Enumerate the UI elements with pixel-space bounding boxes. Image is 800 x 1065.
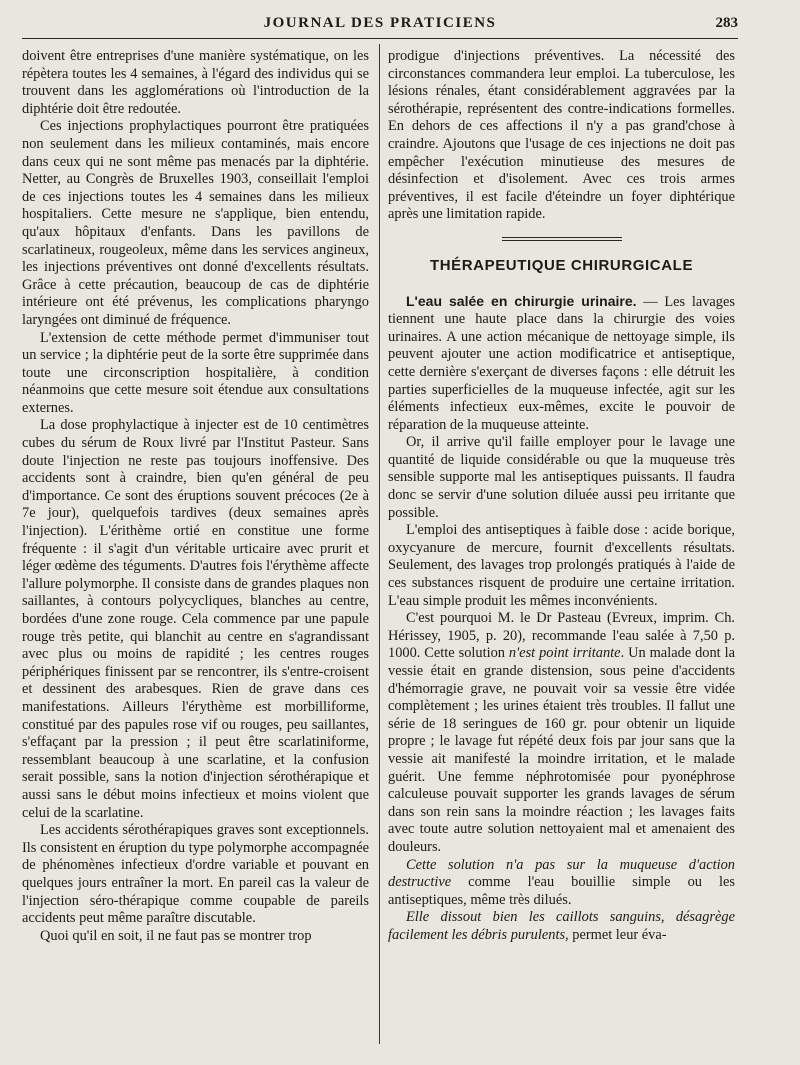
right-column: [388, 48, 735, 945]
article-runin-title: L'eau salée en chirurgie urinaire.: [406, 292, 637, 309]
paragraph: L'extension de cette méthode permet d'immuniser tout un service ; la diphtérie peut de la sorte être supprimée dans toute une circonscription hospitalière, à condition néanmoins que cette mesure soit étendue aux consultations externes.: [22, 329, 369, 416]
paragraph: Les accidents sérothérapiques graves sont exceptionnels. Ils consistent en éruption du type polymorphe accompagnée de phénomènes infectieux d'ordre variable et pouvant en quelques jours entraîner la mort. En pareil cas la valeur de l'injection séro-thérapique comme coupable de pareils accidents peut même paraître discutable.: [22, 822, 369, 927]
section-title: THÉRAPEUTIQUE CHIRURGICALE: [429, 256, 694, 274]
paragraph: La dose prophylactique à injecter est de 10 centimètres cubes du sérum de Roux livré par l'Institut Pasteur. Sans doute l'injection ne reste pas toujours inoffensive. Des accidents sont à craindre, bien qu'en général de peu d'importance. Ce sont des éruptions souvent précoces (2e à 7e jour), quelquefois tardives (deux semaines après l'injection). L'érithème ortié en constitue une forme fréquente : il s'agit d'un véritable urticaire avec prurit et léger œdème des téguments. D'autres fois l'érythème affecte l'allure polymorphe. Il consiste dans de grandes plaques non saillantes, à contours polycycliques, blanches au centre, bordées d'une zone rouge. Cela commence par une papule rouge très petite, qui blanchit au centre en s'agrandissant avec plus ou moins de rapidité ; les centres rouges périphériques finissent par se rencontrer, ils s'entre-croisent et dessinent des arabesques. Rien de grave dans ces manifestations. Ailleurs l'érythème est morbilliforme, constitué par des papules rose vif ou rouges, peu saillantes, s'effaçant par la pression ; il peut être scarlatiniforme, ressemblant beaucoup à une scarlatine, et la confusion serait possible, sans la notion d'injection sérothérapique et aussi sans le début moins infectieux et moins violent que celui de la scarlatine.: [22, 417, 369, 821]
paragraph: Or, il arrive qu'il faille employer pour le lavage une quantité de liquide considérable ou que la muqueuse très sensible supporte mal les antiseptiques puissants. Il faudra donc se servir d'une solution diluée aussi peu irritante que possible.: [388, 434, 735, 521]
paragraph-text: comme l'eau bouillie simple ou les antiseptiques, même très dilués.: [388, 874, 735, 908]
paragraph-text: — Les lavages tiennent une haute place dans la chirurgie des voies urinaires. A une action mécanique de nettoyage simple, ils peuvent ajouter une action modificatrice et antiseptique, cette dernière s'exerçant de diverses façons : elle détruit les parties superficielles de la muqueuse infectée, agit sur les éléments infectieux eux-mêmes, excite le pouvoir de réparation de la muqueuse atteinte.: [388, 293, 735, 433]
journal-title: JOURNAL DES PRATICIENS: [263, 15, 497, 31]
paragraph-text: permet leur éva-: [568, 926, 667, 943]
paragraph-text: . Un malade dont la vessie était en grande distension, sous peine d'accidents d'hémorragie grave, ne pouvait voir sa vessie être vidée complètement ; les urines étaient très troubles. Il fallut une série de 18 seringues de 160 gr. pour obtenir un liquide propre ; le lavage fut répété deux fois par jour sans que la vessie ait manifesté la moindre irritation, et le malade guérit. Une femme néphrotomisée pour pyonéphrose calculeuse pouvait supporter les grands lavages de sérum dans son rein sans la moindre réaction ; les lavages faits avec toute autre solution nettoyaient mal et amenaient des douleurs.: [388, 645, 735, 855]
page-number: 283: [715, 15, 738, 31]
paragraph: Ces injections prophylactiques pourront être pratiquées non seulement dans les milieux contaminés, mais encore dans ceux qui ne sont même pas menacés par la diphtérie. Netter, au Congrès de Bruxelles 1903, conseillait l'emploi de ces injections toutes les 4 semaines dans les milieux hospitaliers. Cette mesure ne s'applique, bien entendu, qu'aux hôpitaux d'enfants. Dans les pavillons de scarlatineux, rougeoleux, même dans les services angineux, les injections préventives ont donné d'excellents résultats. Grâce à cette précaution, beaucoup de cas de diphtérie intérieure ont été prévenus, les complications pharyngo laryngées ont diminué de fréquence.: [22, 118, 369, 328]
running-header: [22, 12, 738, 39]
italic-phrase: Elle dissout bien les caillots sanguins, désagrège facilement les débris purulents,: [388, 909, 735, 943]
paragraph: doivent être entreprises d'une manière systématique, on les répètera toutes les 4 semaines, à l'égard des individus qui se trouvent dans les agglomérations où l'introduction de la diphtérie doit être redoutée.: [22, 48, 369, 117]
paragraph: [388, 909, 735, 944]
paragraph: [388, 293, 735, 435]
paragraph: [388, 610, 735, 856]
italic-phrase: Cette solution n'a pas sur la muqueuse d'action destructive: [388, 856, 735, 891]
paragraph: L'emploi des antiseptiques à faible dose : acide borique, oxycyanure de mercure, fournit d'excellents résultats. Seulement, des lavages trop prolongés pratiqués à l'aide de ces substances risquent de produire une certaine irritation. L'eau simple produit les mêmes inconvénients.: [388, 522, 735, 609]
section-separator: [502, 237, 622, 243]
paragraph: [388, 857, 735, 910]
paragraph: Quoi qu'il en soit, il ne faut pas se montrer trop: [40, 927, 312, 944]
left-column: [22, 48, 369, 945]
column-rule: [379, 44, 380, 1044]
paragraph: prodigue d'injections préventives. La nécessité des circonstances commandera leur emploi. La tuberculose, les lésions rénales, étant considérablement aggravées par la sérothérapie, représentent des contre-indications formelles. En dehors de ces affections il n'y a pas grand'chose à craindre. Ajoutons que l'usage de ces injections ne doit pas empêcher l'exécution minutieuse des mesures de désinfection et d'isolement. Avec ces trois armes préventives, il est facile d'éteindre un foyer diphtérique après une limitation rapide.: [388, 48, 735, 223]
italic-phrase: n'est point irritante: [508, 645, 621, 662]
paragraph-text: C'est pourquoi M. le Dr Pasteau (Evreux, imprim. Ch. Hérissey, 1905, p. 20), recommande l'eau salée à 7,50 p. 1000. Cette solution: [388, 610, 735, 662]
